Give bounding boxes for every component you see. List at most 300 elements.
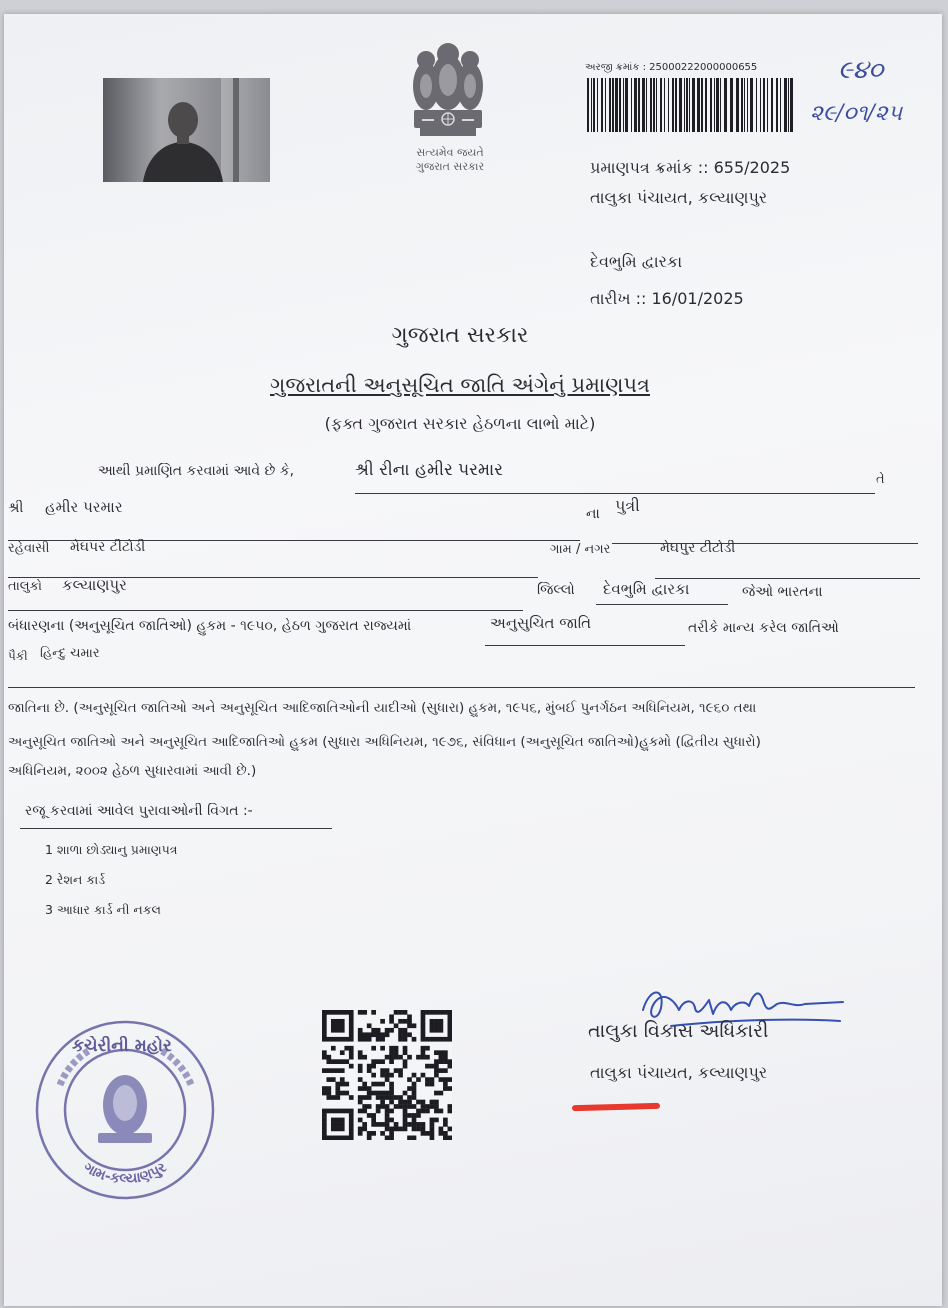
barcode-bar — [625, 78, 628, 132]
qr-module — [394, 1055, 399, 1060]
qr-module — [389, 1050, 394, 1055]
qr-module — [407, 1095, 412, 1100]
qr-module — [362, 1127, 367, 1132]
qr-module — [448, 1086, 452, 1091]
barcode-bar — [605, 78, 606, 132]
qr-module — [448, 1127, 452, 1132]
qr-module — [434, 1050, 439, 1055]
category-suffix: તરીકે માન્ય કરેલ જાતિઓ — [688, 620, 839, 636]
qr-module — [434, 1028, 439, 1033]
qr-module — [335, 1136, 340, 1140]
barcode-bar — [601, 78, 603, 132]
qr-module — [430, 1136, 435, 1140]
qr-module — [326, 1095, 331, 1100]
qr-module — [349, 1019, 354, 1024]
qr-module — [398, 1068, 403, 1073]
qr-module — [403, 1104, 408, 1109]
qr-module — [371, 1032, 376, 1037]
taluka-value: કલ્યાણપુર — [62, 576, 127, 594]
seal-ring-text — [81, 1159, 170, 1187]
qr-module — [439, 1037, 444, 1042]
qr-module — [398, 1028, 403, 1033]
legal-paragraph-line: જાતિના છે. (અનુસૂચિત જાતિઓ અને અનુસૂચિત આદિજાતિઓની યાદીઓ (સુધારા) હુકમ, ૧૯૫૬, મુંબઈ પુનર્ગઠન અધિનિયમ, ૧૯૬૦ તથા — [8, 700, 757, 716]
qr-module — [376, 1095, 381, 1100]
qr-module — [434, 1059, 439, 1064]
qr-module — [376, 1037, 381, 1042]
qr-module — [394, 1127, 399, 1132]
qr-module — [448, 1104, 452, 1109]
qr-module — [380, 1037, 385, 1042]
barcode — [585, 78, 795, 132]
qr-module — [326, 1068, 331, 1073]
qr-module — [371, 1122, 376, 1127]
qr-module — [380, 1059, 385, 1064]
emblem-label: ગુજરાત સરકાર — [415, 160, 485, 173]
qr-module — [403, 1122, 408, 1127]
qr-module — [412, 1118, 417, 1123]
evidence-item: 2 રેશન કાર્ડ — [45, 872, 106, 887]
qr-module — [349, 1109, 354, 1114]
qr-module — [349, 1023, 354, 1028]
qr-module — [407, 1122, 412, 1127]
qr-module — [403, 1037, 408, 1042]
qr-module — [362, 1122, 367, 1127]
qr-module — [389, 1019, 394, 1024]
qr-module — [358, 1032, 363, 1037]
barcode-bar — [686, 78, 688, 132]
barcode-bar — [788, 78, 789, 132]
qr-module — [358, 1086, 363, 1091]
qr-module — [407, 1023, 412, 1028]
qr-module — [367, 1104, 372, 1109]
qr-module — [362, 1032, 367, 1037]
qr-module — [389, 1100, 394, 1105]
qr-module — [367, 1086, 372, 1091]
qr-module — [335, 1028, 340, 1033]
qr-module — [371, 1010, 376, 1015]
qr-module — [331, 1068, 336, 1073]
qr-module — [335, 1023, 340, 1028]
qr-module — [385, 1095, 390, 1100]
qr-module — [439, 1023, 444, 1028]
qr-module — [371, 1131, 376, 1136]
qr-module — [371, 1118, 376, 1123]
qr-module — [322, 1028, 327, 1033]
certify-intro: આથી પ્રમાણિત કરવામાં આવે છે કે, — [98, 463, 295, 479]
barcode-bar — [650, 78, 652, 132]
barcode-bar — [716, 78, 719, 132]
qr-module — [344, 1109, 349, 1114]
qr-module — [385, 1077, 390, 1082]
qr-code — [322, 1010, 452, 1140]
qr-module — [385, 1118, 390, 1123]
qr-module — [430, 1118, 435, 1123]
qr-module — [439, 1077, 444, 1082]
qr-module — [421, 1050, 426, 1055]
qr-module — [389, 1095, 394, 1100]
qr-module — [403, 1118, 408, 1123]
barcode-bar — [668, 78, 669, 132]
barcode-bar — [784, 78, 787, 132]
qr-module — [371, 1082, 376, 1087]
qr-module — [385, 1104, 390, 1109]
qr-module — [322, 1068, 327, 1073]
qr-module — [385, 1028, 390, 1033]
qr-module — [421, 1010, 426, 1015]
qr-module — [389, 1131, 394, 1136]
barcode-bar — [638, 78, 640, 132]
qr-module — [416, 1122, 421, 1127]
handwritten-number: ૯૪૦ — [838, 55, 884, 84]
qr-module — [416, 1100, 421, 1105]
qr-module — [412, 1091, 417, 1096]
qr-module — [434, 1037, 439, 1042]
qr-module — [434, 1068, 439, 1073]
taluka-line — [8, 610, 523, 611]
qr-module — [389, 1136, 394, 1140]
qr-module — [349, 1028, 354, 1033]
qr-module — [430, 1037, 435, 1042]
qr-module — [349, 1118, 354, 1123]
barcode-bar — [750, 78, 753, 132]
qr-module — [443, 1131, 448, 1136]
barcode-bar — [760, 78, 761, 132]
relation-value: પુત્રી — [615, 496, 640, 515]
qr-module — [367, 1064, 372, 1069]
qr-module — [425, 1064, 430, 1069]
qr-module — [412, 1122, 417, 1127]
qr-module — [331, 1118, 336, 1123]
among-label: પૈકી — [8, 649, 28, 663]
qr-module — [326, 1086, 331, 1091]
qr-module — [403, 1127, 408, 1132]
barcode-bar — [790, 78, 793, 132]
qr-module — [443, 1068, 448, 1073]
qr-module — [416, 1113, 421, 1118]
qr-module — [421, 1046, 426, 1051]
qr-module — [412, 1082, 417, 1087]
qr-module — [380, 1122, 385, 1127]
qr-module — [335, 1010, 340, 1015]
qr-module — [443, 1050, 448, 1055]
qr-module — [331, 1077, 336, 1082]
signatory-designation: તાલુકા વિકાસ અધિકારી — [588, 1020, 769, 1042]
qr-module — [322, 1127, 327, 1132]
qr-module — [448, 1059, 452, 1064]
qr-module — [434, 1010, 439, 1015]
qr-module — [398, 1100, 403, 1105]
qr-module — [322, 1037, 327, 1042]
qr-module — [367, 1091, 372, 1096]
qr-module — [398, 1073, 403, 1078]
qr-module — [349, 1032, 354, 1037]
qr-module — [326, 1136, 331, 1140]
qr-module — [340, 1136, 345, 1140]
qr-module — [362, 1010, 367, 1015]
qr-module — [421, 1037, 426, 1042]
qr-module — [421, 1019, 426, 1024]
qr-module — [421, 1104, 426, 1109]
qr-module — [421, 1014, 426, 1019]
qr-module — [412, 1095, 417, 1100]
barcode-bar — [714, 78, 715, 132]
qr-module — [349, 1014, 354, 1019]
qr-module — [389, 1127, 394, 1132]
signatory-office: તાલુકા પંચાયત, કલ્યાણપુર — [590, 1063, 768, 1082]
qr-module — [430, 1023, 435, 1028]
qr-module — [380, 1091, 385, 1096]
qr-module — [385, 1127, 390, 1132]
qr-module — [407, 1100, 412, 1105]
barcode-bar — [720, 78, 721, 132]
holder-name-line — [355, 493, 875, 494]
father-name: હમીર પરમાર — [45, 498, 123, 516]
barcode-bar — [724, 78, 727, 132]
qr-module — [340, 1118, 345, 1123]
qr-module — [425, 1037, 430, 1042]
qr-module — [358, 1068, 363, 1073]
qr-module — [358, 1037, 363, 1042]
qr-module — [385, 1122, 390, 1127]
qr-module — [335, 1109, 340, 1114]
qr-module — [322, 1118, 327, 1123]
qr-module — [412, 1136, 417, 1140]
evidence-item: 3 આધાર કાર્ડ ની નકલ — [45, 902, 161, 917]
qr-module — [322, 1019, 327, 1024]
barcode-bar — [689, 78, 690, 132]
barcode-bar — [609, 78, 611, 132]
qr-module — [430, 1100, 435, 1105]
qr-module — [439, 1050, 444, 1055]
qr-module — [349, 1122, 354, 1127]
qr-module — [398, 1037, 403, 1042]
qr-module — [389, 1118, 394, 1123]
qr-module — [371, 1113, 376, 1118]
qr-module — [439, 1010, 444, 1015]
qr-module — [358, 1100, 363, 1105]
evidence-heading: રજૂ કરવામાં આવેલ પુરાવાઓની વિગત :- — [25, 803, 253, 819]
qr-module — [430, 1104, 435, 1109]
qr-module — [335, 1037, 340, 1042]
qr-module — [380, 1095, 385, 1100]
qr-module — [349, 1064, 354, 1069]
qr-module — [448, 1010, 452, 1015]
qr-module — [385, 1109, 390, 1114]
barcode-bar — [744, 78, 745, 132]
qr-module — [398, 1104, 403, 1109]
qr-module — [434, 1091, 439, 1096]
qr-module — [394, 1095, 399, 1100]
qr-module — [430, 1064, 435, 1069]
qr-module — [358, 1050, 363, 1055]
qr-module — [335, 1082, 340, 1087]
qr-module — [412, 1023, 417, 1028]
qr-module — [326, 1077, 331, 1082]
qr-module — [358, 1127, 363, 1132]
qr-module — [335, 1095, 340, 1100]
qr-module — [385, 1091, 390, 1096]
qr-module — [398, 1032, 403, 1037]
evidence-item: 1 શાળા છોડ્યાનુ પ્રમાણપત્ર — [45, 842, 178, 857]
barcode-bar — [664, 78, 665, 132]
qr-module — [331, 1046, 336, 1051]
qr-module — [443, 1010, 448, 1015]
barcode-bar — [736, 78, 739, 132]
qr-module — [326, 1091, 331, 1096]
state-emblem-icon — [402, 40, 494, 146]
qr-module — [421, 1055, 426, 1060]
qr-module — [331, 1109, 336, 1114]
qr-module — [421, 1073, 426, 1078]
qr-module — [331, 1095, 336, 1100]
qr-module — [340, 1010, 345, 1015]
qr-module — [349, 1037, 354, 1042]
barcode-bar — [672, 78, 674, 132]
qr-module — [380, 1082, 385, 1087]
barcode-bar — [623, 78, 624, 132]
barcode-bar — [591, 78, 592, 132]
qr-module — [322, 1032, 327, 1037]
qr-module — [376, 1082, 381, 1087]
qr-module — [371, 1064, 376, 1069]
qr-module — [322, 1050, 327, 1055]
barcode-bar — [660, 78, 662, 132]
qr-module — [403, 1050, 408, 1055]
issuing-district: દેવભુમિ દ્વારકા — [590, 252, 683, 271]
qr-module — [439, 1127, 444, 1132]
qr-module — [389, 1091, 394, 1096]
qr-module — [362, 1109, 367, 1114]
qr-module — [407, 1104, 412, 1109]
qr-module — [439, 1059, 444, 1064]
qr-module — [326, 1055, 331, 1060]
qr-module — [322, 1113, 327, 1118]
qr-module — [398, 1019, 403, 1024]
barcode-bar — [615, 78, 618, 132]
village-line — [655, 578, 920, 579]
barcode-bar — [692, 78, 695, 132]
qr-module — [362, 1095, 367, 1100]
district-value: દેવભુમિ દ્વારકા — [603, 580, 690, 598]
qr-module — [443, 1082, 448, 1087]
qr-module — [340, 1023, 345, 1028]
qr-module — [403, 1032, 408, 1037]
qr-module — [443, 1059, 448, 1064]
caste-value: હિન્દુ ચમાર — [40, 646, 100, 661]
qr-module — [326, 1037, 331, 1042]
qr-module — [448, 1136, 452, 1140]
application-number: અરજી ક્રમાંક : 25000222000000655 — [585, 62, 758, 73]
qr-module — [412, 1086, 417, 1091]
qr-module — [439, 1131, 444, 1136]
qr-module — [371, 1059, 376, 1064]
qr-module — [331, 1023, 336, 1028]
qr-module — [344, 1037, 349, 1042]
qr-module — [367, 1037, 372, 1042]
qr-module — [380, 1073, 385, 1078]
certificate-subtitle: (ફક્ત ગુજરાત સરકાર હેઠળના લાભો માટે) — [324, 414, 596, 433]
qr-module — [322, 1010, 327, 1015]
qr-module — [367, 1131, 372, 1136]
qr-module — [344, 1059, 349, 1064]
district-label: જિલ્લો — [537, 582, 575, 598]
qr-module — [349, 1095, 354, 1100]
qr-module — [389, 1082, 394, 1087]
qr-module — [425, 1055, 430, 1060]
qr-module — [331, 1037, 336, 1042]
category-value: અનુસુચિત જાતિ — [490, 614, 592, 632]
qr-module — [331, 1136, 336, 1140]
qr-module — [340, 1059, 345, 1064]
qr-module — [376, 1109, 381, 1114]
qr-module — [434, 1104, 439, 1109]
qr-module — [389, 1046, 394, 1051]
qr-module — [331, 1059, 336, 1064]
barcode-bar — [710, 78, 712, 132]
qr-module — [362, 1104, 367, 1109]
barcode-bar — [741, 78, 743, 132]
qr-module — [416, 1055, 421, 1060]
qr-module — [380, 1046, 385, 1051]
qr-module — [430, 1122, 435, 1127]
qr-module — [335, 1059, 340, 1064]
qr-module — [434, 1064, 439, 1069]
qr-module — [448, 1064, 452, 1069]
qr-module — [340, 1019, 345, 1024]
qr-module — [407, 1136, 412, 1140]
qr-module — [371, 1091, 376, 1096]
qr-module — [349, 1113, 354, 1118]
qr-module — [434, 1118, 439, 1123]
village-value: મેઘપુર ટીટોડી — [660, 540, 736, 556]
qr-module — [367, 1023, 372, 1028]
qr-module — [394, 1104, 399, 1109]
qr-module — [344, 1136, 349, 1140]
barcode-bar — [679, 78, 682, 132]
barcode-bar — [587, 78, 589, 132]
qr-module — [322, 1122, 327, 1127]
barcode-bar — [730, 78, 733, 132]
qr-module — [322, 1023, 327, 1028]
qr-module — [412, 1113, 417, 1118]
qr-module — [425, 1104, 430, 1109]
qr-module — [331, 1028, 336, 1033]
qr-module — [344, 1091, 349, 1096]
qr-module — [448, 1023, 452, 1028]
qr-module — [389, 1073, 394, 1078]
qr-module — [340, 1037, 345, 1042]
legal-paragraph-line: અધિનિયમ, ૨૦૦૨ હેઠળ સુધારવામાં આવી છે.) — [8, 763, 257, 779]
barcode-bar — [653, 78, 655, 132]
qr-module — [358, 1064, 363, 1069]
qr-module — [367, 1068, 372, 1073]
qr-module — [362, 1086, 367, 1091]
qr-module — [367, 1136, 372, 1140]
qr-module — [367, 1095, 372, 1100]
qr-module — [349, 1127, 354, 1132]
qr-module — [331, 1122, 336, 1127]
qr-module — [398, 1095, 403, 1100]
qr-module — [344, 1010, 349, 1015]
qr-module — [407, 1086, 412, 1091]
residence-label: રહેવાસી — [8, 541, 50, 556]
qr-module — [322, 1091, 327, 1096]
issue-date: તારીખ :: 16/01/2025 — [590, 289, 744, 308]
barcode-bar — [593, 78, 595, 132]
qr-module — [340, 1091, 345, 1096]
qr-module — [371, 1028, 376, 1033]
qr-module — [448, 1019, 452, 1024]
